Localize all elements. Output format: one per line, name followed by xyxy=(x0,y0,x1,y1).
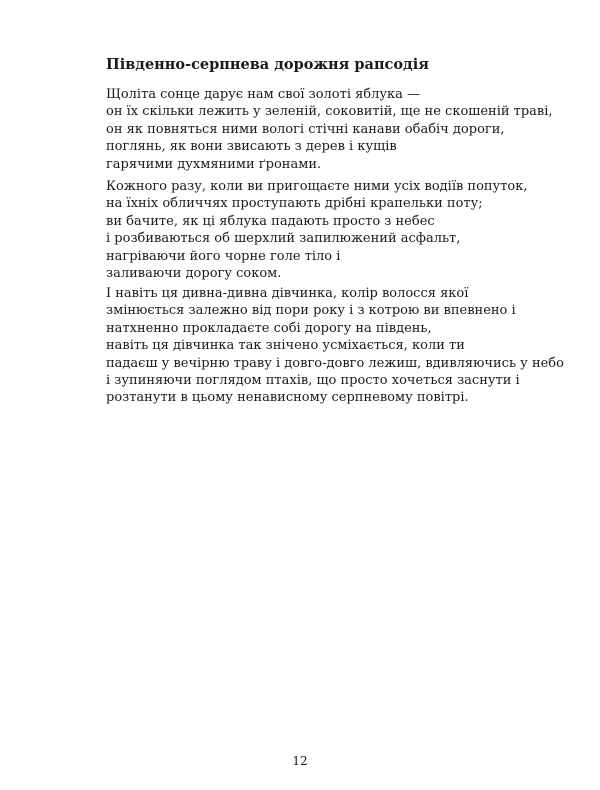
stanza-line: і розбиваються об шерхлий запилюжений асфальт, xyxy=(106,231,461,247)
stanza-line: нагріваючи його чорне голе тіло і xyxy=(106,248,341,264)
stanza-line: он їх скільки лежить у зеленій, соковитій, ще не скошеній траві, xyxy=(106,104,553,120)
stanza-line: розтанути в цьому ненависному серпневому повітрі. xyxy=(106,390,469,406)
stanza-line: поглянь, як вони звисають з дерев і кущів xyxy=(106,139,397,155)
page-number: 12 xyxy=(292,754,308,768)
stanza-line: навіть ця дівчинка так знічено усміхається, коли ти xyxy=(106,338,465,354)
stanza-line: он як повняться ними вологі стічні канави обабіч дороги, xyxy=(106,121,505,137)
stanza-line: змінюється залежно від пори року і з котрою ви впевнено і xyxy=(106,303,516,319)
stanza-line: натхненно прокладаєте собі дорогу на південь, xyxy=(106,320,432,336)
poem-title: Південно-серпнева дорожня рапсодія xyxy=(106,56,429,73)
stanza-1 xyxy=(106,86,553,173)
stanza-line: заливаючи дорогу соком. xyxy=(106,266,282,282)
stanza-line: падаєш у вечірню траву і довго-довго лежиш, вдивляючись у небо xyxy=(106,355,564,371)
stanza-line: ви бачите, як ці яблука падають просто з небес xyxy=(106,213,435,229)
stanza-line: Кожного разу, коли ви пригощаєте ними усіх водіїв попуток, xyxy=(106,179,528,194)
stanza-line: І навіть ця дивна-дивна дівчинка, колір волосся якої xyxy=(106,286,469,301)
stanza-line: на їхніх обличчях проступають дрібні крапельки поту; xyxy=(106,196,483,212)
stanza-3 xyxy=(106,285,564,407)
stanza-line: Щоліта сонце дарує нам свої золоті яблука — xyxy=(106,87,421,102)
stanza-line: і зупиняючи поглядом птахів, що просто хочеться заснути і xyxy=(106,373,520,389)
stanza-line: гарячими духмяними ґронами. xyxy=(106,156,322,172)
stanza-2 xyxy=(106,178,528,282)
